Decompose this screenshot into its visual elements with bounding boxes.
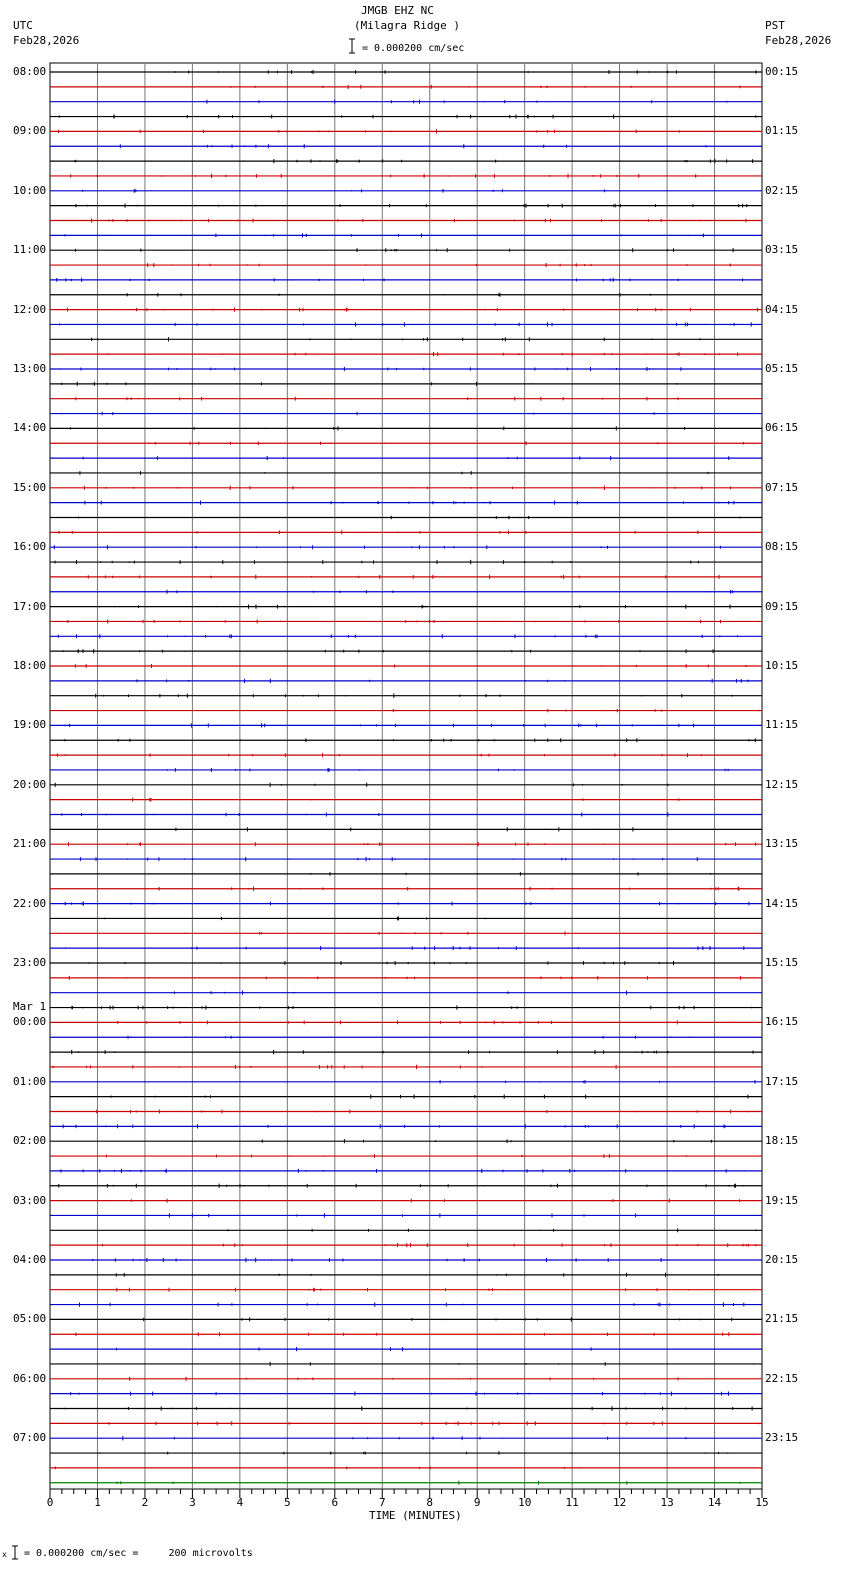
utc-hour-label: 12:00 (13, 302, 47, 316)
utc-hour-label: 13:00 (13, 362, 47, 375)
x-tick-label: 13 (660, 1496, 674, 1509)
pst-hour-label: 03:15 (765, 243, 799, 257)
x-tick-label: 8 (426, 1496, 434, 1509)
pst-hour-label: 12:15 (765, 777, 799, 791)
pst-hour-label: 08:15 (765, 540, 799, 554)
utc-hour-label: 05:00 (13, 1312, 47, 1326)
pst-hour-label: 20:15 (765, 1253, 799, 1266)
x-tick-label: 3 (189, 1496, 196, 1509)
x-tick-label: 0 (46, 1496, 54, 1509)
pst-hour-label: 10:15 (765, 659, 799, 672)
x-tick-label: 10 (518, 1496, 532, 1509)
pst-hour-label: 16:15 (765, 1015, 799, 1029)
pst-hour-label: 02:15 (765, 183, 799, 197)
scale-text: = 0.000200 cm/sec (362, 43, 465, 54)
utc-date: Feb28,2026 (13, 34, 80, 47)
utc-hour-label: 20:00 (13, 777, 47, 791)
utc-hour-label: 21:00 (13, 837, 47, 851)
utc-hour-label: 17:00 (13, 599, 47, 613)
date-change-label: Mar 1 (13, 1000, 47, 1014)
utc-hour-label: 16:00 (13, 540, 47, 554)
utc-label: UTC (13, 19, 33, 32)
x-tick-label: 6 (331, 1496, 339, 1509)
pst-hour-label: 01:15 (765, 124, 799, 138)
x-tick-label: 5 (284, 1496, 291, 1509)
pst-hour-label: 23:15 (765, 1431, 799, 1445)
pst-hour-label: 06:15 (765, 421, 799, 435)
scale-bar-icon (349, 39, 355, 53)
utc-hour-label: 06:00 (13, 1371, 47, 1385)
pst-label: PST (765, 19, 785, 32)
pst-hour-label: 14:15 (765, 896, 799, 910)
utc-hour-label: 22:00 (13, 896, 47, 910)
utc-hour-label: 10:00 (13, 183, 47, 197)
pst-hour-label: 00:15 (765, 65, 799, 78)
site-title: (Milagra Ridge ) (354, 19, 460, 32)
pst-hour-label: 13:15 (765, 837, 799, 851)
footer-scale-bar-icon (12, 1546, 18, 1559)
utc-hour-label: 18:00 (13, 659, 47, 672)
utc-hour-label: 14:00 (13, 421, 47, 435)
utc-hour-label: 23:00 (13, 956, 47, 969)
pst-hour-label: 05:15 (765, 362, 799, 375)
utc-hour-label: 00:00 (13, 1015, 47, 1029)
x-tick-label: 12 (613, 1496, 627, 1509)
footer-scale-text: = 0.000200 cm/sec = 200 microvolts (24, 1548, 253, 1559)
pst-hour-label: 07:15 (765, 480, 799, 494)
pst-hour-label: 22:15 (765, 1371, 799, 1385)
utc-hour-label: 15:00 (13, 480, 47, 494)
utc-hour-label: 09:00 (13, 124, 47, 138)
x-tick-label: 15 (755, 1496, 769, 1509)
pst-date: Feb28,2026 (765, 34, 832, 47)
utc-hour-label: 04:00 (13, 1253, 47, 1266)
utc-hour-label: 19:00 (13, 718, 47, 732)
utc-hour-label: 03:00 (13, 1193, 47, 1207)
utc-hour-label: 08:00 (13, 65, 47, 78)
pst-hour-label: 11:15 (765, 718, 799, 732)
utc-hour-label: 07:00 (13, 1431, 47, 1445)
utc-hour-label: 11:00 (13, 243, 47, 257)
x-tick-label: 2 (141, 1496, 149, 1509)
utc-hour-label: 01:00 (13, 1074, 47, 1088)
x-tick-label: 9 (473, 1496, 481, 1509)
x-tick-label: 1 (94, 1496, 101, 1509)
station-title: JMGB EHZ NC (361, 4, 434, 17)
pst-hour-label: 09:15 (765, 599, 799, 613)
pst-hour-label: 17:15 (765, 1074, 799, 1088)
utc-hour-label: 02:00 (13, 1134, 47, 1148)
pst-hour-label: 18:15 (765, 1134, 799, 1148)
pst-hour-label: 21:15 (765, 1312, 799, 1326)
pst-hour-label: 19:15 (765, 1193, 799, 1207)
x-tick-label: 4 (236, 1496, 244, 1509)
x-axis-label: TIME (MINUTES) (369, 1509, 462, 1522)
footer-prefix: x (2, 1550, 7, 1559)
pst-hour-label: 15:15 (765, 956, 799, 969)
pst-hour-label: 04:15 (765, 302, 799, 316)
x-tick-label: 7 (379, 1496, 386, 1509)
x-tick-label: 11 (565, 1496, 579, 1509)
x-tick-label: 14 (707, 1496, 722, 1509)
